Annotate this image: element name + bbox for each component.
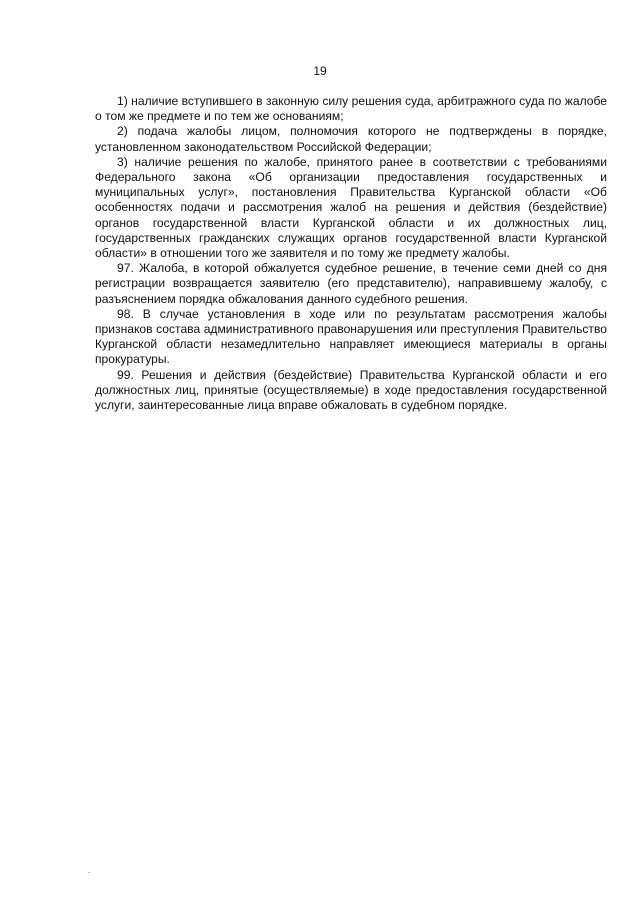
scan-speck bbox=[88, 872, 90, 873]
paragraph-98: 98. В случае установления в ходе или по результатам рассмотрения жалобы признаков состава административного правонарушения или преступления Правительство Курганской области незамедлительно направляет имеющиеся материалы в органы прокуратуры. bbox=[95, 306, 607, 367]
page-number: 19 bbox=[313, 64, 327, 78]
paragraph-99: 99. Решения и действия (бездействие) Правительства Курганской области и его должностных лиц, принятые (осуществляемые) в ходе предоставления государственной услуги, заинтересованные лица вправе обжаловать в судебном порядке. bbox=[95, 367, 607, 413]
document-body bbox=[95, 94, 607, 413]
paragraph-item-1: 1) наличие вступившего в законную силу решения суда, арбитражного суда по жалобе о том же предмете и по тем же основаниям; bbox=[95, 94, 607, 124]
paragraph-item-3: 3) наличие решения по жалобе, принятого ранее в соответствии с требованиями Федерального закона «Об организации предоставления государственных и муниципальных услуг», постановления Правительства Курганской области «Об особенностях подачи и рассмотрения жалоб на решения и действия (бездействие) органов государственной власти Курганской области и их должностных лиц, государственных гражданских служащих органов государственной власти Курганской области» в отношении того же заявителя и по тому же предмету жалобы. bbox=[95, 154, 607, 261]
paragraph-item-2: 2) подача жалобы лицом, полномочия которого не подтверждены в порядке, установленном законодательством Российской Федерации; bbox=[95, 124, 607, 154]
paragraph-97: 97. Жалоба, в которой обжалуется судебное решение, в течение семи дней со дня регистрации возвращается заявителю (его представителю), направившему жалобу, с разъяснением порядка обжалования данного судебного решения. bbox=[95, 261, 607, 306]
